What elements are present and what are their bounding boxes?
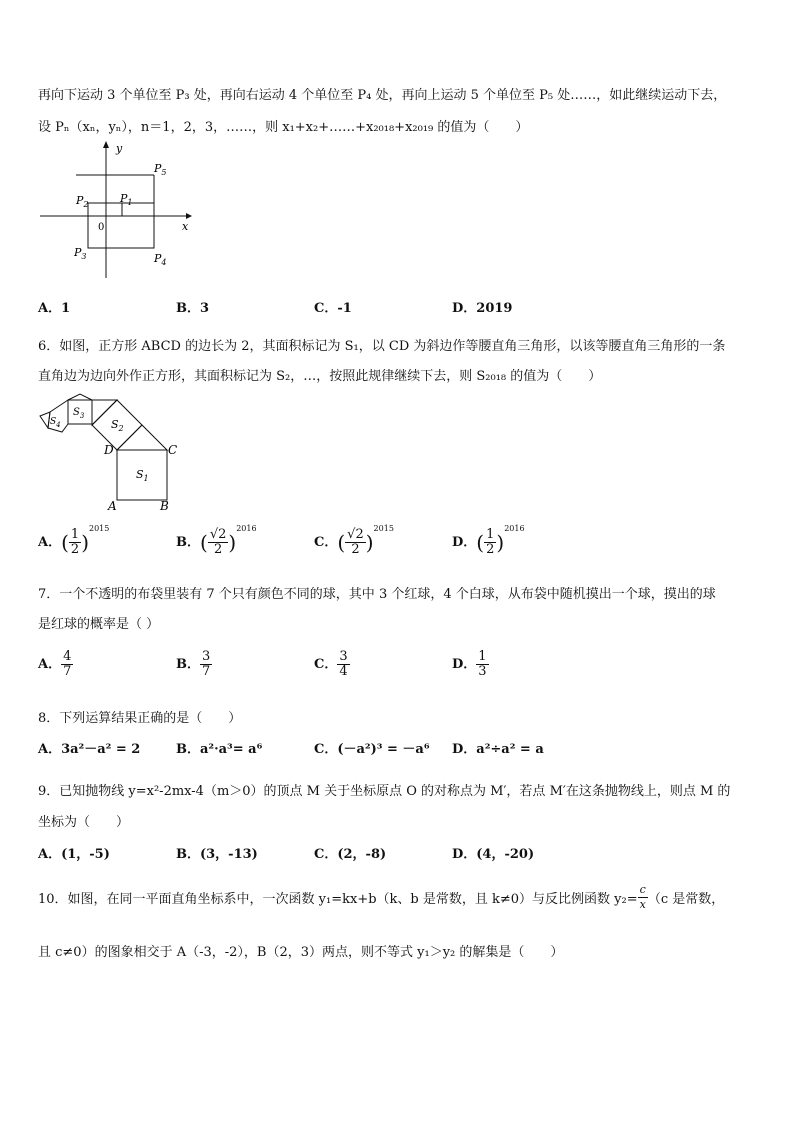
q8-option-a[interactable]: A．3a²－a² = 2 <box>38 742 141 757</box>
q9-text-line1: 9．已知抛物线 y=x²-2mx-4（m＞0）的顶点 M 关于坐标原点 O 的对称点为 M′，若点 M′在这条抛物线上，则点 M 的 <box>38 784 731 799</box>
q6-vertex-c: C <box>168 443 178 457</box>
q10-fraction: $\frac{c}{x}$ <box>639 883 646 911</box>
q5-text-line2: 设 Pₙ（xₙ，yₙ），n＝1，2，3，……，则 x₁+x₂+……+x₂₀₁₈+x₂₀₁₉ 的值为（ ） <box>38 120 529 135</box>
q6-vertex-b: B <box>160 499 169 513</box>
q6-option-a[interactable]: A．( $\frac{1}{2}$ )$^{2015}$ <box>38 524 110 557</box>
q5-x-axis-label: x <box>182 220 189 233</box>
q9-option-a[interactable]: A．(1，-5) <box>38 847 110 862</box>
q9-text-line2: 坐标为（ ） <box>38 815 130 830</box>
q6-vertex-a: A <box>108 499 117 513</box>
q6-s3-label: $S_3$ <box>73 407 85 420</box>
q7-option-b[interactable]: B． $\frac{3}{7}$ <box>176 649 211 679</box>
q5-text-line1: 再向下运动 3 个单位至 P₃ 处，再向右运动 4 个单位至 P₄ 处，再向上运动 5 个单位至 P₅ 处……，如此继续运动下去， <box>38 88 727 103</box>
q6-s2-label: $S_2$ <box>111 418 124 433</box>
q6-vertex-d: D <box>104 443 114 457</box>
q7-text-line1: 7．一个不透明的布袋里装有 7 个只有颜色不同的球，其中 3 个红球，4 个白球，从布袋中随机摸出一个球，摸出的球 <box>38 587 716 602</box>
q5-p5-label: $P_5$ <box>154 162 167 177</box>
q9-option-d[interactable]: D．(4，-20) <box>452 847 535 862</box>
q8-text-line1: 8．下列运算结果正确的是（ ） <box>38 711 242 726</box>
q6-s4-label: $S_4$ <box>50 417 61 429</box>
q8-option-c[interactable]: C．(－a²)³ = －a⁶ <box>314 742 430 757</box>
q10-text-line1 <box>38 883 724 912</box>
q5-coordinate-figure <box>36 138 196 278</box>
q7-option-d[interactable]: D． $\frac{1}{3}$ <box>452 649 487 679</box>
q5-option-a[interactable]: A．1 <box>38 301 71 316</box>
q10-text-line2: 且 c≠0）的图象相交于 A（-3，-2），B（2，3）两点，则不等式 y₁＞y₂ 的解集是（ ） <box>38 945 564 960</box>
q6-square-figure <box>38 390 188 515</box>
q6-option-b[interactable]: B．( $\frac{√2}{2}$ )$^{2016}$ <box>176 524 257 557</box>
q5-p4-label: $P_4$ <box>154 252 167 267</box>
q5-p3-label: $P_3$ <box>74 246 87 261</box>
q9-option-c[interactable]: C．(2，-8) <box>314 847 387 862</box>
q6-s1-label: $S_1$ <box>136 468 149 483</box>
q6-text-line1: 6．如图，正方形 ABCD 的边长为 2，其面积标记为 S₁，以 CD 为斜边作等腰直角三角形，以该等腰直角三角形的一条 <box>38 339 726 354</box>
q5-option-d[interactable]: D．2019 <box>452 301 513 316</box>
q7-text-line2: 是红球的概率是（ ） <box>38 617 160 632</box>
q7-option-c[interactable]: C． $\frac{3}{4}$ <box>314 649 348 679</box>
q6-option-d[interactable]: D．( $\frac{1}{2}$ )$^{2016}$ <box>452 524 525 557</box>
q6-text-line2: 直角边为边向外作正方形，其面积标记为 S₂，…，按照此规律继续下去，则 S₂₀₁₈ 的值为（ ） <box>38 369 602 384</box>
q10-text-part2: （c 是常数， <box>647 892 725 907</box>
q5-y-axis-label: y <box>116 142 123 155</box>
q9-option-b[interactable]: B．(3，-13) <box>176 847 258 862</box>
q7-option-a[interactable]: A． $\frac{4}{7}$ <box>38 649 72 679</box>
q5-option-b[interactable]: B．3 <box>176 301 210 316</box>
q8-option-d[interactable]: D．a²÷a² = a <box>452 742 544 757</box>
q8-option-b[interactable]: B．a²·a³= a⁶ <box>176 742 263 757</box>
q5-origin-label: 0 <box>98 222 105 233</box>
q5-p1-label: $P_1$ <box>120 192 133 207</box>
q5-option-c[interactable]: C．-1 <box>314 301 352 316</box>
q6-option-c[interactable]: C．( $\frac{√2}{2}$ )$^{2015}$ <box>314 524 394 557</box>
q10-text-part1: 10．如图，在同一平面直角坐标系中，一次函数 y₁=kx+b（k、b 是常数，且 k≠0）与反比例函数 y₂= <box>38 892 638 907</box>
q5-p2-label: $P_2$ <box>76 194 89 209</box>
